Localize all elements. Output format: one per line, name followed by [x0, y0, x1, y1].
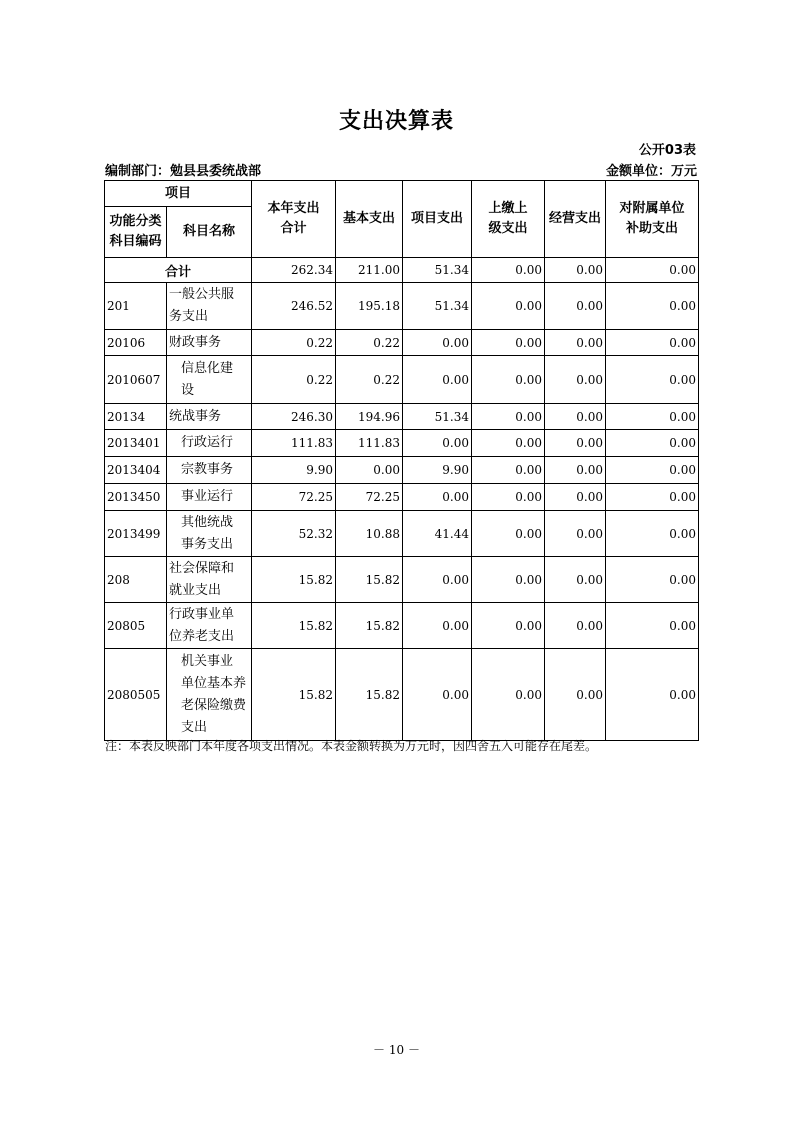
amount-cell: 0.00 — [545, 484, 606, 511]
subject-name-cell: 行政事业单 位养老支出 — [167, 603, 252, 649]
table-row — [105, 649, 699, 741]
total-cell: 0.00 — [472, 258, 545, 283]
table-row — [105, 484, 699, 511]
amount-cell: 0.22 — [336, 356, 403, 404]
total-cell: 211.00 — [336, 258, 403, 283]
amount-cell: 15.82 — [252, 603, 336, 649]
amount-cell: 0.00 — [336, 457, 403, 484]
amount-cell: 0.00 — [472, 484, 545, 511]
subject-code-cell: 2013401 — [105, 430, 167, 457]
subject-code-cell: 2013499 — [105, 511, 167, 557]
amount-cell: 0.22 — [252, 330, 336, 356]
header-func-code — [105, 207, 167, 258]
amount-cell: 9.90 — [403, 457, 472, 484]
amount-cell: 194.96 — [336, 404, 403, 430]
amount-cell: 0.00 — [472, 404, 545, 430]
amount-cell: 0.00 — [403, 484, 472, 511]
amount-cell: 0.00 — [545, 557, 606, 603]
amount-cell: 0.00 — [472, 356, 545, 404]
subject-code-cell: 2010607 — [105, 356, 167, 404]
subject-code-cell: 20805 — [105, 603, 167, 649]
subject-code-cell: 201 — [105, 283, 167, 330]
footnote: 注：本表反映部门本年度各项支出情况。本表金额转换为万元时，因四舍五入可能存在尾差。 — [105, 739, 598, 753]
header-project: 项目 — [105, 181, 252, 207]
amount-cell: 0.00 — [606, 603, 699, 649]
amount-cell: 51.34 — [403, 404, 472, 430]
amount-cell: 0.00 — [403, 430, 472, 457]
amount-cell: 0.00 — [472, 557, 545, 603]
amount-cell: 51.34 — [403, 283, 472, 330]
total-row — [105, 258, 699, 283]
amount-cell: 15.82 — [336, 603, 403, 649]
header-subsidy — [606, 181, 699, 258]
amount-cell: 0.00 — [472, 330, 545, 356]
amount-cell: 0.00 — [606, 283, 699, 330]
amount-cell: 72.25 — [336, 484, 403, 511]
total-cell: 0.00 — [606, 258, 699, 283]
subject-name-cell: 事业运行 — [167, 484, 252, 511]
header-subject-name: 科目名称 — [167, 207, 252, 258]
amount-cell: 0.00 — [472, 511, 545, 557]
subject-code-cell: 208 — [105, 557, 167, 603]
subject-name-cell: 其他统战 事务支出 — [167, 511, 252, 557]
table-row — [105, 511, 699, 557]
amount-cell: 0.00 — [606, 430, 699, 457]
amount-cell: 0.00 — [545, 283, 606, 330]
total-cell: 262.34 — [252, 258, 336, 283]
amount-cell: 246.52 — [252, 283, 336, 330]
subject-code-cell: 2080505 — [105, 649, 167, 741]
expenditure-table — [104, 180, 699, 741]
header-total-text: 本年支出 合计 — [267, 201, 320, 236]
amount-cell: 111.83 — [336, 430, 403, 457]
amount-cell: 15.82 — [252, 649, 336, 741]
subject-code-cell: 20106 — [105, 330, 167, 356]
amount-cell: 0.00 — [545, 330, 606, 356]
subject-name-cell: 宗教事务 — [167, 457, 252, 484]
amount-cell: 0.00 — [403, 330, 472, 356]
amount-cell: 0.00 — [545, 356, 606, 404]
amount-cell: 9.90 — [252, 457, 336, 484]
header-business: 经营支出 — [545, 181, 606, 258]
amount-cell: 111.83 — [252, 430, 336, 457]
amount-cell: 0.00 — [606, 356, 699, 404]
amount-cell: 0.00 — [403, 649, 472, 741]
total-label: 合计 — [105, 258, 252, 283]
amount-cell: 0.22 — [252, 356, 336, 404]
total-cell: 0.00 — [545, 258, 606, 283]
amount-cell: 0.00 — [545, 603, 606, 649]
amount-cell: 0.00 — [606, 457, 699, 484]
amount-cell: 0.00 — [472, 649, 545, 741]
subject-name-cell: 机关事业 单位基本养 老保险缴费 支出 — [167, 649, 252, 741]
amount-cell: 0.00 — [606, 649, 699, 741]
subject-name-cell: 一般公共服 务支出 — [167, 283, 252, 330]
table-row — [105, 404, 699, 430]
subject-name-cell: 行政运行 — [167, 430, 252, 457]
header-upper — [472, 181, 545, 258]
amount-cell: 0.22 — [336, 330, 403, 356]
header-total — [252, 181, 336, 258]
amount-cell: 246.30 — [252, 404, 336, 430]
subject-name-cell: 信息化建 设 — [167, 356, 252, 404]
subject-code-cell: 2013450 — [105, 484, 167, 511]
subject-code-cell: 20134 — [105, 404, 167, 430]
table-row — [105, 330, 699, 356]
amount-cell: 0.00 — [606, 330, 699, 356]
header-func-code-text: 功能分类 科目编码 — [109, 214, 162, 249]
amount-cell: 0.00 — [472, 283, 545, 330]
amount-cell: 0.00 — [545, 649, 606, 741]
page-number: － 10 － — [373, 1043, 420, 1057]
amount-cell: 0.00 — [606, 557, 699, 603]
amount-cell: 0.00 — [403, 356, 472, 404]
amount-cell: 0.00 — [403, 603, 472, 649]
table-code: 公开03表 — [638, 143, 696, 158]
amount-cell: 41.44 — [403, 511, 472, 557]
subject-name-cell: 财政事务 — [167, 330, 252, 356]
table-row — [105, 603, 699, 649]
amount-cell: 52.32 — [252, 511, 336, 557]
amount-cell: 0.00 — [472, 430, 545, 457]
amount-cell: 0.00 — [606, 511, 699, 557]
amount-cell: 0.00 — [472, 457, 545, 484]
amount-cell: 0.00 — [403, 557, 472, 603]
table-row — [105, 283, 699, 330]
header-subsidy-text: 对附属单位 补助支出 — [619, 201, 685, 236]
amount-cell: 0.00 — [606, 404, 699, 430]
amount-cell: 0.00 — [545, 404, 606, 430]
table-row — [105, 557, 699, 603]
page-title: 支出决算表 — [338, 109, 454, 134]
header-basic: 基本支出 — [336, 181, 403, 258]
amount-cell: 0.00 — [472, 603, 545, 649]
amount-cell: 0.00 — [545, 457, 606, 484]
amount-cell: 15.82 — [336, 649, 403, 741]
header-project-expense: 项目支出 — [403, 181, 472, 258]
amount-cell: 0.00 — [545, 430, 606, 457]
meta-row — [105, 160, 697, 178]
subject-name-cell: 统战事务 — [167, 404, 252, 430]
unit-label: 金额单位：万元 — [605, 164, 697, 179]
amount-cell: 15.82 — [336, 557, 403, 603]
table-row — [105, 430, 699, 457]
header-upper-text: 上缴上 级支出 — [488, 201, 528, 236]
table-row — [105, 356, 699, 404]
amount-cell: 10.88 — [336, 511, 403, 557]
amount-cell: 195.18 — [336, 283, 403, 330]
amount-cell: 15.82 — [252, 557, 336, 603]
table-row — [105, 457, 699, 484]
amount-cell: 0.00 — [545, 511, 606, 557]
total-cell: 51.34 — [403, 258, 472, 283]
amount-cell: 72.25 — [252, 484, 336, 511]
amount-cell: 0.00 — [606, 484, 699, 511]
department-label: 编制部门：勉县县委统战部 — [105, 164, 262, 179]
subject-code-cell: 2013404 — [105, 457, 167, 484]
subject-name-cell: 社会保障和 就业支出 — [167, 557, 252, 603]
